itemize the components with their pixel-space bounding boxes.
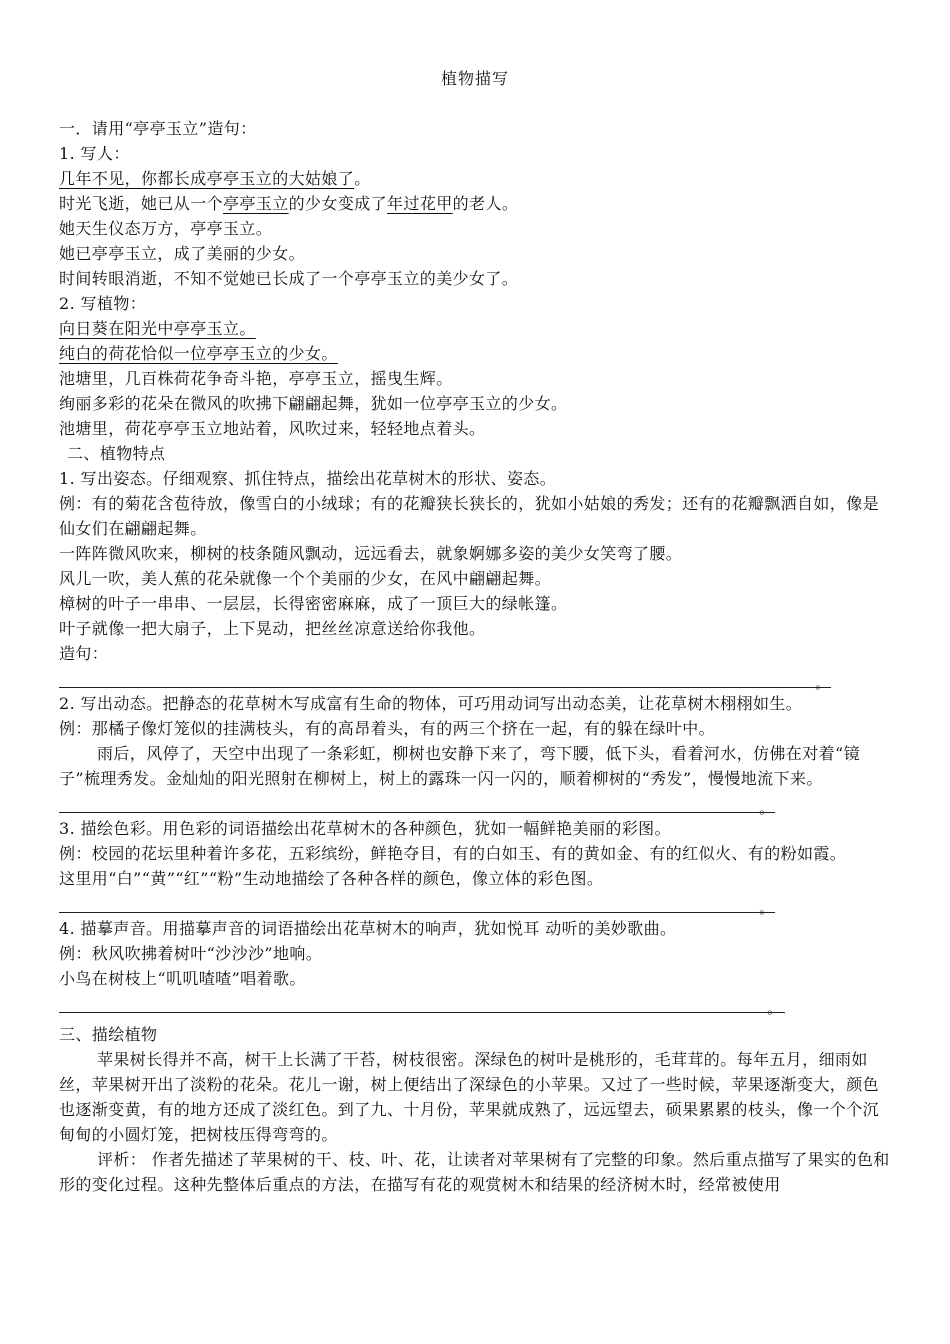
punctuation: 。 <box>354 169 371 188</box>
answer-rule <box>59 687 831 688</box>
item-1-line-2: 一阵阵微风吹来，柳树的枝条随风飘动，远远看去，就象婀娜多姿的美少女笑弯了腰。 <box>59 544 683 563</box>
sentence-5: 时间转眼消逝，不知不觉她已长成了一个亭亭玉立的美少女了。 <box>59 269 519 288</box>
section-1-heading: 一．请用“亭亭玉立”造句： <box>59 119 257 138</box>
end-dot: 。 <box>815 674 831 692</box>
item-1-line-4: 樟树的叶子一串串、一层层，长得密密麻麻，成了一顶巨大的绿帐篷。 <box>59 594 568 613</box>
text: 的少女变成了 <box>288 194 388 213</box>
item-2-paragraph: 雨后，风停了，天空中出现了一条彩虹，柳树也安静下来了，弯下腰，低下头，看着河水，仿佛在对着“镜子”梳理秀发。金灿灿的阳光照射在柳树上，树上的露珠一闪一闪的，顺着柳树的“秀发”，慢慢地流下来。 <box>59 744 860 788</box>
subheading-write-plant: 2. 写植物： <box>59 294 147 313</box>
sentence-9: 绚丽多彩的花朵在微风的吹拂下翩翩起舞，犹如一位亭亭玉立的少女。 <box>59 394 568 413</box>
item-2-title: 2. 写出动态。把静态的花草树木写成富有生命的物体，可巧用动词写出动态美，让花草树木栩栩如生。 <box>59 694 803 713</box>
end-dot: 。 <box>767 999 783 1017</box>
section-3-commentary: 评析： 作者先描述了苹果树的干、枝、叶、花，让读者对苹果树有了完整的印象。然后重点描写了果实的色和形的变化过程。这种先整体后重点的方法，在描写有花的观赏树木和结果的经济树木时，经常被使用 <box>59 1150 890 1194</box>
answer-rule <box>59 912 775 913</box>
sentence-10: 池塘里，荷花亭亭玉立地站着，风吹过来，轻轻地点着头。 <box>59 419 486 438</box>
item-4-title: 4. 描摹声音。用描摹声音的词语描绘出花草树木的响声，犹如悦耳 动听的美妙歌曲。 <box>59 919 677 938</box>
text: 的老人。 <box>452 194 519 213</box>
item-1-title: 1. 写出姿态。仔细观察、抓住特点，描绘出花草树木的形状、姿态。 <box>59 469 557 488</box>
item-2-example: 例：那橘子像灯笼似的挂满枝头，有的高昂着头，有的两三个挤在一起，有的躲在绿叶中。 <box>59 719 716 738</box>
item-1-example: 例：有的菊花含苞待放，像雪白的小绒球；有的花瓣狭长狭长的，犹如小姑娘的秀发；还有的花瓣飘洒自如，像是仙女们在翩翩起舞。 <box>59 494 880 538</box>
page-title: 植物描写 <box>440 69 509 88</box>
item-4-example: 例：秋风吹拂着树叶“沙沙沙”地响。 <box>59 944 323 963</box>
text: 时光飞逝，她已从一个 <box>59 194 224 213</box>
item-1-line-3: 风儿一吹，美人蕉的花朵就像一个个美丽的少女，在风中翩翩起舞。 <box>59 569 552 588</box>
sentence-8: 池塘里，几百株荷花争奇斗艳，亭亭玉立，摇曳生辉。 <box>59 369 453 388</box>
sentence-3: 她天生仪态万方，亭亭玉立。 <box>59 219 273 238</box>
section-3-heading: 三、描绘植物 <box>59 1025 158 1044</box>
item-3-example: 例：校园的花坛里种着许多花，五彩缤纷，鲜艳夺目，有的白如玉、有的黄如金、有的红似火、有的粉如霞。 <box>59 844 847 863</box>
answer-line-2[interactable] <box>59 791 894 816</box>
answer-rule <box>59 1012 785 1013</box>
sentence-7 <box>59 341 894 366</box>
item-3-title: 3. 描绘色彩。用色彩的词语描绘出花草树木的各种颜色，犹如一幅鲜艳美丽的彩图。 <box>59 819 671 838</box>
document-body <box>59 116 894 1197</box>
underlined-text: 亭亭玉立 <box>223 194 289 213</box>
end-dot: 。 <box>759 899 775 917</box>
sentence-6 <box>59 316 894 341</box>
underlined-text: 年过花甲 <box>387 194 453 213</box>
answer-line-1[interactable] <box>59 666 894 691</box>
item-3-note: 这里用“白”“黄”“红”“粉”生动地描绘了各种各样的颜色，像立体的彩色图。 <box>59 869 604 888</box>
section-2-heading: 二、植物特点 <box>67 444 166 463</box>
section-3-paragraph: 苹果树长得并不高，树干上长满了干苔，树枝很密。深绿色的树叶是桃形的，毛茸茸的。每年五月，细雨如丝，苹果树开出了淡粉的花朵。花儿一谢，树上便结出了深绿色的小苹果。又过了一些时候，苹果逐渐变大，颜色也逐渐变黄，有的地方还成了淡红色。到了九、十月份，苹果就成熟了，远远望去，硕果累累的枝头，像一个个沉甸甸的小圆灯笼，把树枝压得弯弯的。 <box>59 1050 880 1144</box>
underlined-text: 纯白的荷花恰似一位亭亭玉立的少女。 <box>59 344 338 363</box>
underlined-text: 几年不见，你都长成亭亭玉立的大姑娘了 <box>59 169 355 188</box>
item-1-line-5: 叶子就像一把大扇子，上下晃动，把丝丝凉意送给你我他。 <box>59 619 486 638</box>
end-dot: 。 <box>759 799 775 817</box>
underlined-text: 向日葵在阳光中亭亭玉立。 <box>59 319 256 338</box>
item-4-line-2: 小鸟在树枝上“叽叽喳喳”唱着歌。 <box>59 969 306 988</box>
item-1-make-sentence-label: 造句： <box>59 644 109 663</box>
answer-line-4[interactable] <box>59 991 894 1016</box>
answer-rule <box>59 812 775 813</box>
subheading-write-person: 1. 写人： <box>59 144 130 163</box>
sentence-4: 她已亭亭玉立，成了美丽的少女。 <box>59 244 306 263</box>
answer-line-3[interactable] <box>59 891 894 916</box>
sentence-2 <box>59 191 894 216</box>
sentence-1 <box>59 166 894 191</box>
